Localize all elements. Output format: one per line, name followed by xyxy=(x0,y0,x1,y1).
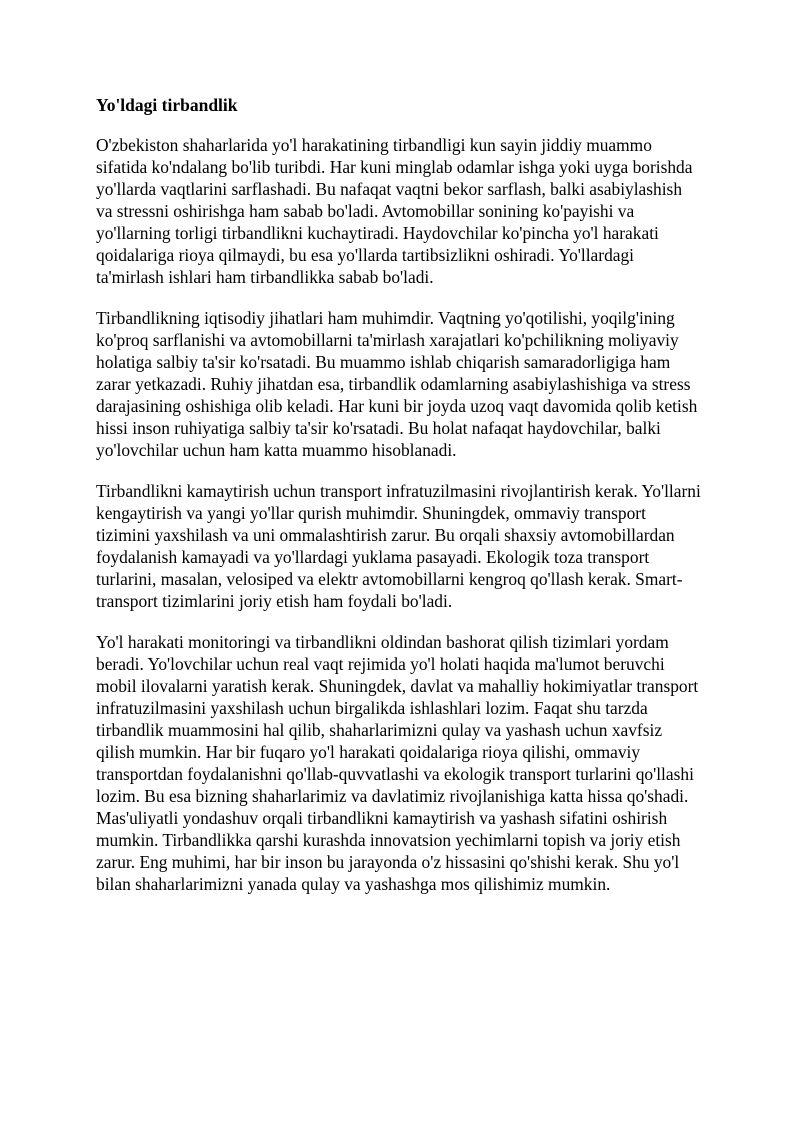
paragraph-2: Tirbandlikning iqtisodiy jihatlari ham muhimdir. Vaqtning yo'qotilishi, yoqilg'ining ko'proq sarflanishi va avtomobillarni ta'mirlash xarajatlari ko'pchilikning moliyaviy holatiga salbiy ta'sir ko'rsatadi. Bu muammo ishlab chiqarish samaradorligiga ham zarar yetkazadi. Ruhiy jihatdan esa, tirbandlik odamlarning asabiylashishiga va stress darajasining oshishiga olib keladi. Har kuni bir joyda uzoq vaqt davomida qolib ketish hissi inson ruhiyatiga salbiy ta'sir ko'rsatadi. Bu holat nafaqat haydovchilar, balki yo'lovchilar uchun ham katta muammo hisoblanadi. xyxy=(96,308,698,460)
paragraph-3: Tirbandlikni kamaytirish uchun transport infratuzilmasini rivojlantirish kerak. Yo'llarni kengaytirish va yangi yo'llar qurish muhimdir. Shuningdek, ommaviy transport tizimini yaxshilash va uni ommalashtirish zarur. Bu orqali shaxsiy avtomobillardan foydalanish kamayadi va yo'llardagi yuklama pasayadi. Ekologik toza transport turlarini, masalan, velosiped va elektr avtomobillarni kengroq qo'llash kerak. Smart-transport tizimlarini joriy etish ham foydali bo'ladi. xyxy=(96,481,701,611)
paragraph-4: Yo'l harakati monitoringi va tirbandlikni oldindan bashorat qilish tizimlari yordam beradi. Yo'lovchilar uchun real vaqt rejimida yo'l holati haqida ma'lumot beruvchi mobil ilovalarni yaratish kerak. Shuningdek, davlat va mahalliy hokimiyatlar transport infratuzilmasini yaxshilash uchun birgalikda ishlashlari lozim. Faqat shu tarzda tirbandlik muammosini hal qilib, shaharlarimizni qulay va yashash uchun xavfsiz qilish mumkin. Har bir fuqaro yo'l harakati qoidalariga rioya qilishi, ommaviy transportdan foydalanishni qo'llab-quvvatlashi va ekologik transport turlarini qo'llashi lozim. Bu esa bizning shaharlarimiz va davlatimiz rivojlanishiga katta hissa qo'shadi. Mas'uliyatli yondashuv orqali tirbandlikni kamaytirish va yashash sifatini oshirish mumkin. Tirbandlikka qarshi kurashda innovatsion yechimlarni topish va joriy etish zarur. Eng muhimi, har bir inson bu jarayonda o'z hissasini qo'shishi kerak. Shu yo'l bilan shaharlarimizni yanada qulay va yashashga mos qilishimiz mumkin. xyxy=(96,632,699,894)
paragraph-1: O'zbekiston shaharlarida yo'l harakatining tirbandligi kun sayin jiddiy muammo sifatida ko'ndalang bo'lib turibdi. Har kuni minglab odamlar ishga yoki uyga borishda yo'llarda vaqtlarini sarflashadi. Bu nafaqat vaqtni bekor sarflash, balki asabiylashish va stressni oshirishga ham sabab bo'ladi. Avtomobillar sonining ko'payishi va yo'llarning torligi tirbandlikni kuchaytiradi. Haydovchilar ko'pincha yo'l harakati qoidalariga rioya qilmaydi, bu esa yo'llarda tartibsizlikni oshiradi. Yo'llardagi ta'mirlash ishlari ham tirbandlikka sabab bo'ladi. xyxy=(96,135,693,287)
document-page xyxy=(96,94,702,914)
document-title: Yo'ldagi tirbandlik xyxy=(96,95,238,115)
